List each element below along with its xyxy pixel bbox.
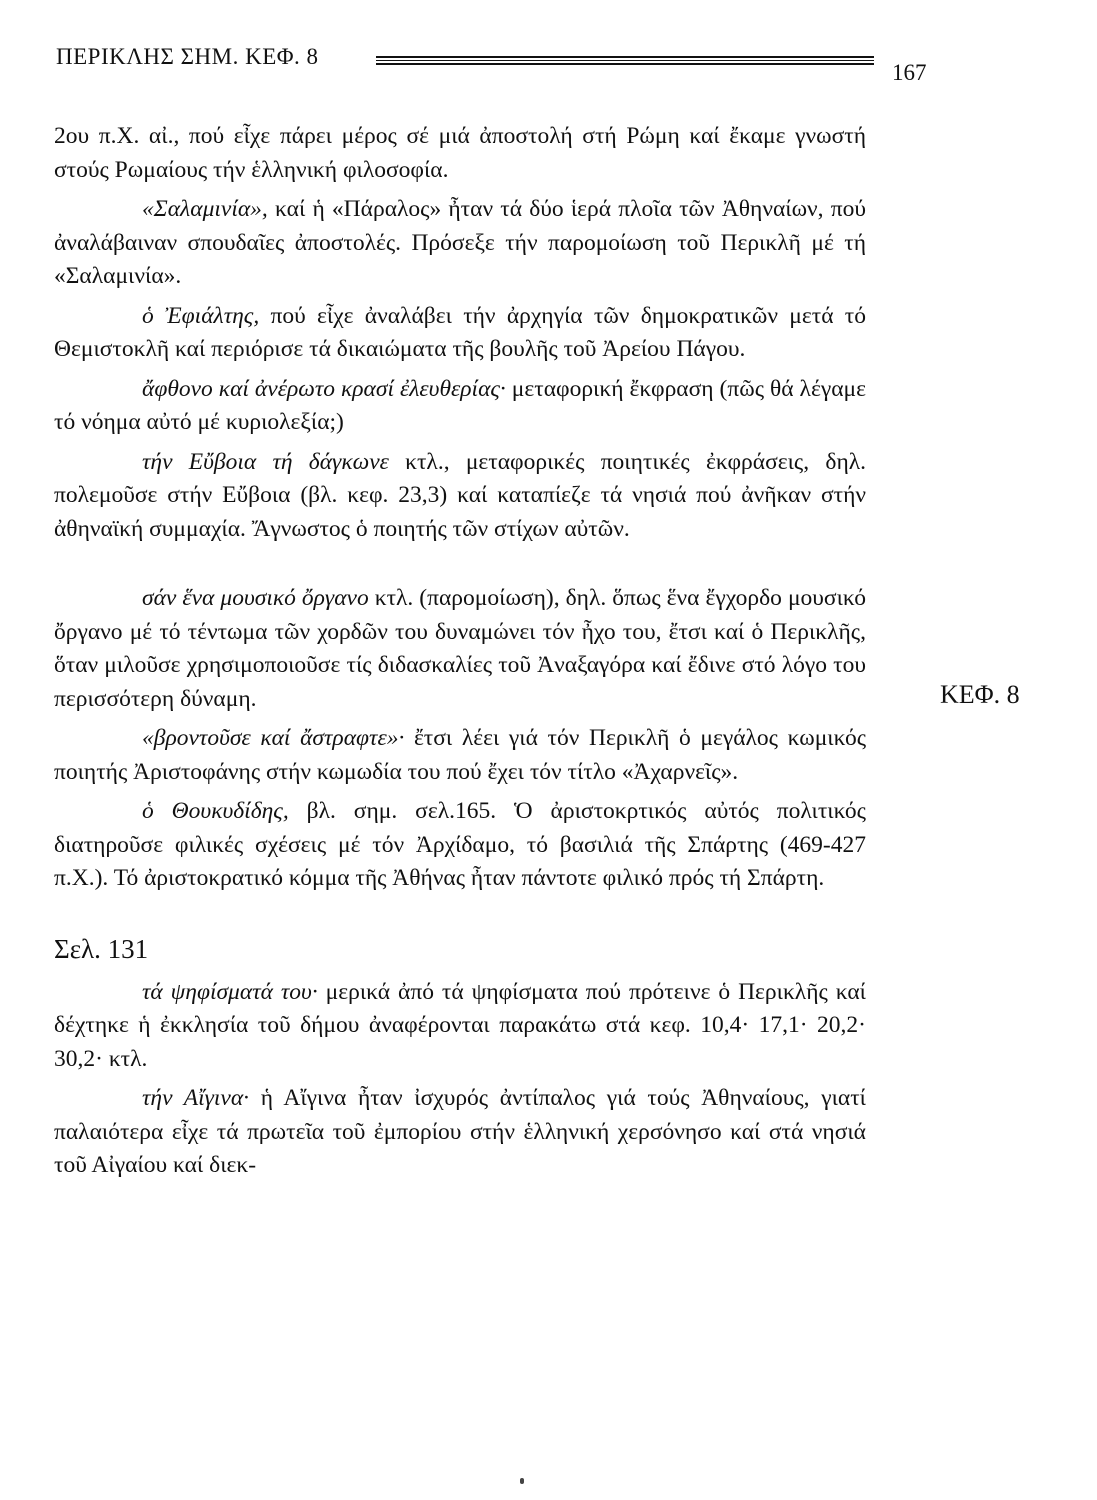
note-text: μεταφορική ἔκφραση (πῶς θά λέγαμε τό νόημα αὐτό μέ κυριολεξία;) xyxy=(54,375,866,435)
note-text: ἡ Αἴγινα ἦταν ἰσχυρός ἀντίπαλος γιά τούς Ἀθηναίους, γιατί παλαιότερα εἶχε τά πρωτεῖα τοῦ ἐμπορίου στήν ἑλληνική χερσόνησο καί στά νησιά τοῦ Αἰγαίου καί διεκ- xyxy=(54,1085,866,1178)
note-lemma: «Σαλαμινία», xyxy=(142,196,268,222)
note-text: καί ἡ «Πάραλος» ἦταν τά δύο ἱερά πλοῖα τῶν Ἀθηναίων, πού ἀναλάβαιναν σπουδαῖες ἀποστολές. Πρόσεξε τήν παρομοίωση τοῦ Περικλῆ μέ τή «Σαλαμινία». xyxy=(54,196,866,289)
page-number: 167 xyxy=(892,60,927,85)
note-lemma: «βροντοῦσε καί ἄστραφτε»· xyxy=(142,725,405,751)
note-text: πού εἶχε ἀναλάβει τήν ἀρχηγία τῶν δημοκρατικῶν μετά τό Θεμιστοκλῆ καί περιόρισε τά δικαιώματα τῆς βουλῆς τοῦ Ἀρείου Πάγου. xyxy=(54,302,866,362)
note-lemma: ἄφθονο καί ἀνέρωτο κρασί ἐλευθερίας· xyxy=(142,375,506,402)
note-thucydides xyxy=(54,795,866,896)
note-lemma: σάν ἕνα μουσικό ὄργανο xyxy=(142,585,369,611)
note-decrees xyxy=(54,976,866,1077)
header-double-rule xyxy=(376,56,874,65)
note-salaminia xyxy=(54,193,866,294)
note-ephialtes xyxy=(54,300,866,367)
note-text: βλ. σημ. σελ.165. Ὁ ἀριστοκρτικός αὐτός πολιτικός διατηροῦσε φιλικές σχέσεις μέ τόν Ἀρχίδαμο, τό βασιλιά τῆς Σπάρτης (469-427 π.Χ.). Τό ἀριστοκρατικό κόμμα τῆς Ἀθήνας ἦταν πάντοτε φιλικό πρός τή Σπάρτη. xyxy=(54,798,866,891)
scan-speck xyxy=(520,1478,524,1484)
chapter-margin-label: ΚΕΦ. 8 xyxy=(940,680,1020,709)
page-body xyxy=(54,120,866,1189)
note-lemma: τήν Εὔβοια τή δάγκωνε xyxy=(142,448,389,475)
note-text: κτλ., μεταφορικές ποιητικές ἐκφράσεις, δηλ. πολεμοῦσε στήν Εὔβοια (βλ. κεφ. 23,3) καί καταπίεζε τά νησιά πού ἀνῆκαν στήν ἀθηναϊκή συμμαχία. Ἄγνωστος ὁ ποιητής τῶν στίχων αὐτῶν. xyxy=(54,448,866,542)
note-lemma: ὁ Ἐφιάλτης, xyxy=(142,302,260,329)
note-aegina xyxy=(54,1082,866,1183)
note-euboea xyxy=(54,446,866,547)
note-text: μερικά ἀπό τά ψηφίσματα πού πρότεινε ὁ Περικλῆς καί δέχτηκε ἡ ἐκκλησία τοῦ δήμου ἀναφέρονται παρακάτω στά κεφ. 10,4· 17,1· 20,2· 30,2· κτλ. xyxy=(54,978,866,1072)
note-lemma: ὁ Θουκυδίδης, xyxy=(142,798,289,824)
note-wine-of-freedom xyxy=(54,373,866,440)
note-musical-instrument xyxy=(54,582,866,716)
note-lemma: τά ψηφίσματά του· xyxy=(142,978,318,1005)
note-text: κτλ. (παρομοίωση), δηλ. ὅπως ἕνα ἔγχορδο μουσικό ὄργανο μέ τό τέντωμα τῶν χορδῶν του δυναμώνει τόν ἦχο του, ἔτσι καί ὁ Περικλῆς, ὅταν μιλοῦσε χρησιμοποιοῦσε τίς διδασκαλίες τοῦ Ἀναξαγόρα καί ἔδινε στό λόγο του περισσότερη δύναμη. xyxy=(54,585,866,712)
note-thundered xyxy=(54,722,866,789)
note-text: ἔτσι λέει γιά τόν Περικλῆ ὁ μεγάλος κωμικός ποιητής Ἀριστοφάνης στήν κωμωδία του πού ἔχει τόν τίτλο «Ἀχαρνεῖς». xyxy=(54,725,866,785)
note-continuation xyxy=(54,120,866,187)
running-header xyxy=(56,44,927,85)
running-title: ΠΕΡΙΚΛΗΣ ΣΗΜ. ΚΕΦ. 8 xyxy=(56,44,319,69)
note-text: 2ου π.Χ. αἰ., πού εἶχε πάρει μέρος σέ μιά ἀποστολή στή Ρώμη καί ἔκαμε γνωστή στούς Ρωμαίους τήν ἑλληνική φιλοσοφία. xyxy=(54,123,866,183)
section-heading: Σελ. 131 xyxy=(54,933,149,964)
note-lemma: τήν Αἴγινα· xyxy=(142,1085,250,1111)
